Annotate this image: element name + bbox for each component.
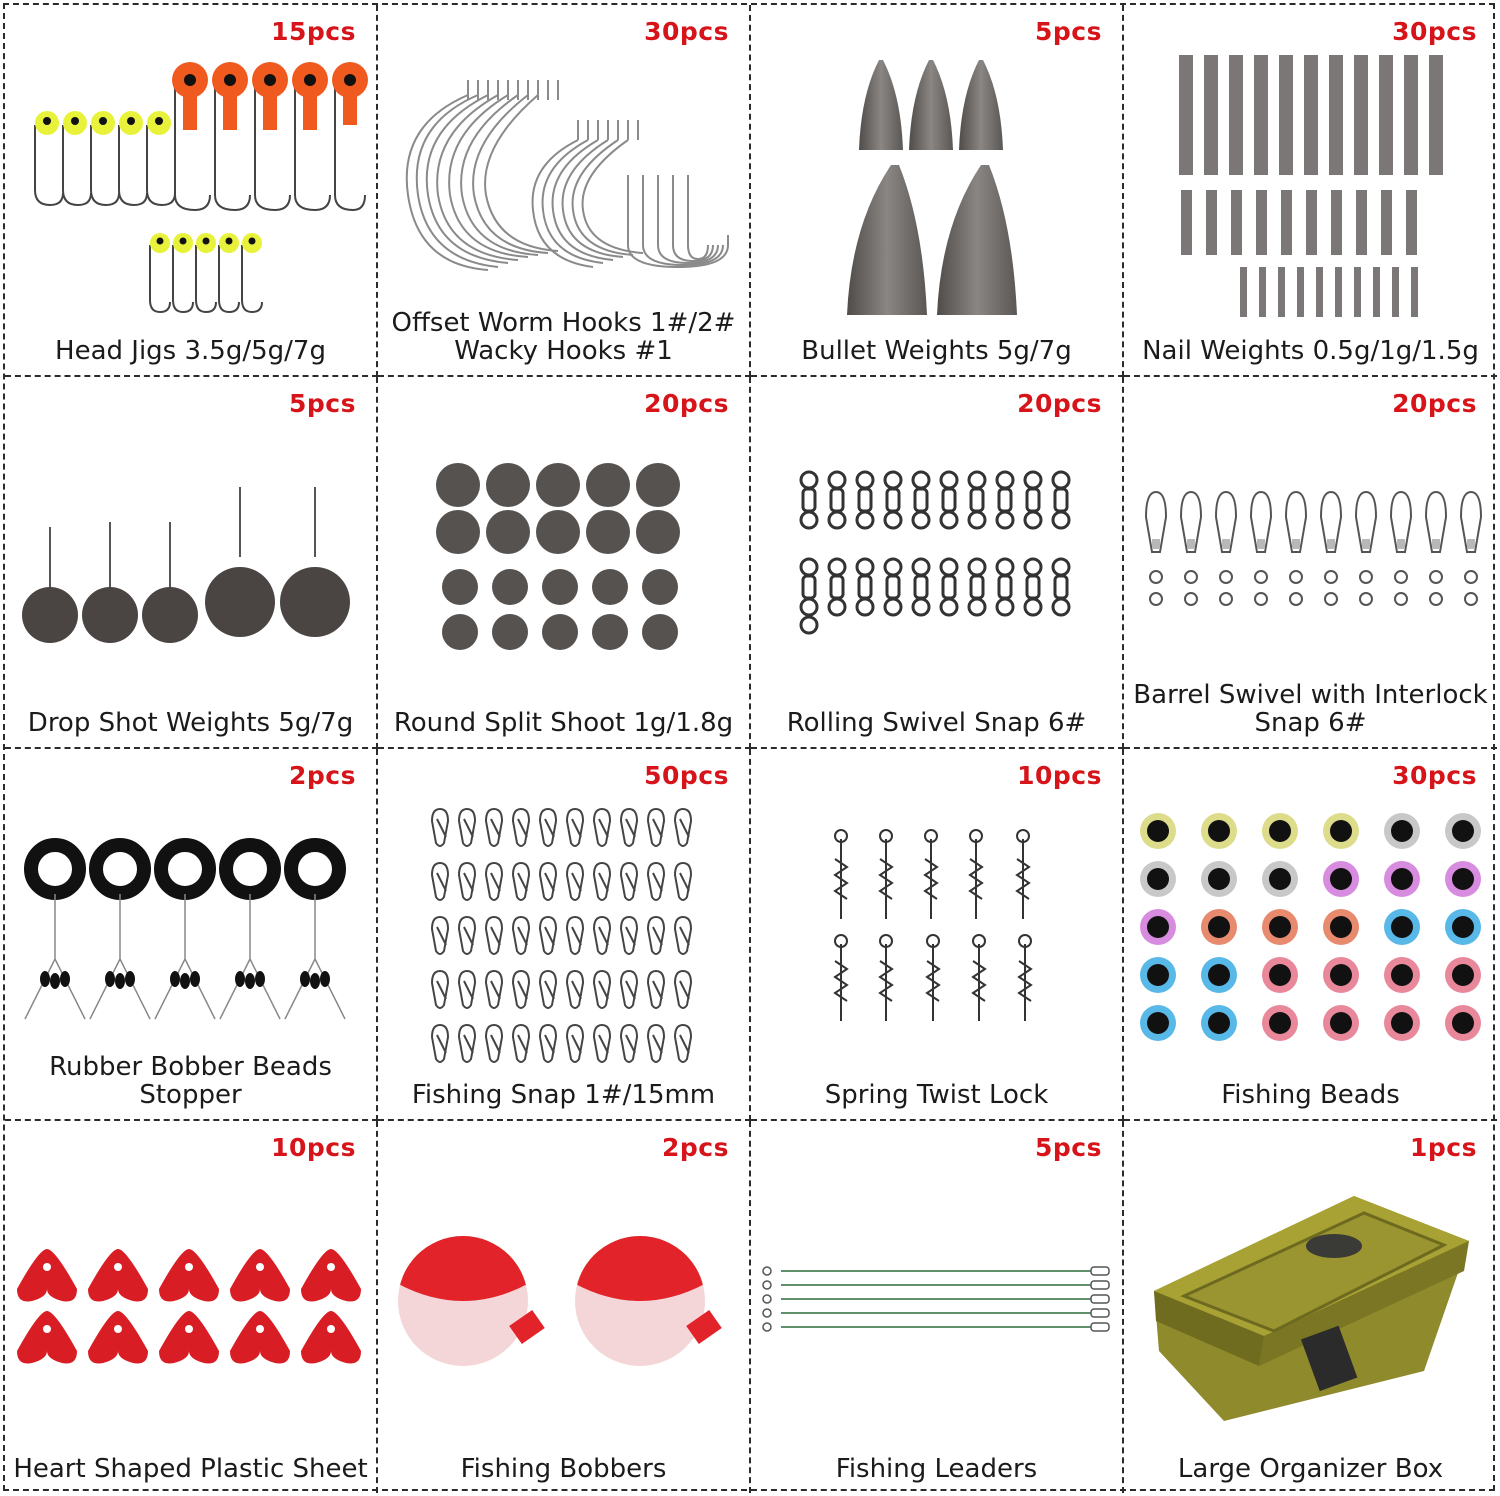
item-offset-worm-hooks <box>378 5 751 377</box>
item-label: Large Organizer Box <box>1177 1454 1444 1484</box>
fishing-snap-image <box>378 749 747 1119</box>
item-count: 10pcs <box>271 1133 356 1162</box>
bullet-weights-image <box>751 5 1120 375</box>
item-label: Barrel Swivel with Interlock Snap 6# <box>1133 680 1488 738</box>
item-drop-shot-weights <box>5 377 378 749</box>
head-jigs-image <box>5 5 374 375</box>
nail-weights-image <box>1124 5 1493 375</box>
item-count: 30pcs <box>1392 17 1477 46</box>
item-bobber-stopper <box>5 749 378 1121</box>
item-fishing-snap <box>378 749 751 1121</box>
item-nail-weights <box>1124 5 1497 377</box>
fishing-beads-image <box>1124 749 1493 1119</box>
item-label: Fishing Leaders <box>835 1454 1038 1484</box>
item-count: 5pcs <box>289 389 356 418</box>
organizer-box-image <box>1124 1121 1493 1491</box>
item-count: 2pcs <box>662 1133 729 1162</box>
item-heart-plastic-sheet <box>5 1121 378 1493</box>
item-label: Fishing Bobbers <box>460 1454 667 1484</box>
item-round-split-shoot <box>378 377 751 749</box>
item-fishing-bobbers <box>378 1121 751 1493</box>
item-bullet-weights <box>751 5 1124 377</box>
fishing-bobbers-image <box>378 1121 747 1491</box>
item-label: Heart Shaped Plastic Sheet <box>13 1454 368 1484</box>
item-count: 5pcs <box>1035 17 1102 46</box>
rolling-swivel-image <box>751 377 1120 747</box>
item-count: 5pcs <box>1035 1133 1102 1162</box>
item-label: Nail Weights 0.5g/1g/1.5g <box>1142 336 1479 366</box>
drop-shot-weights-image <box>5 377 374 747</box>
item-spring-twist-lock <box>751 749 1124 1121</box>
item-count: 20pcs <box>644 389 729 418</box>
item-count: 15pcs <box>271 17 356 46</box>
item-label: Round Split Shoot 1g/1.8g <box>393 708 734 738</box>
item-label: Drop Shot Weights 5g/7g <box>27 708 354 738</box>
item-count: 2pcs <box>289 761 356 790</box>
item-fishing-beads <box>1124 749 1497 1121</box>
product-grid <box>3 3 1495 1491</box>
item-count: 30pcs <box>1392 761 1477 790</box>
item-count: 1pcs <box>1410 1133 1477 1162</box>
item-label: Fishing Snap 1#/15mm <box>411 1080 716 1110</box>
item-fishing-leaders <box>751 1121 1124 1493</box>
item-count: 10pcs <box>1017 761 1102 790</box>
item-label: Head Jigs 3.5g/5g/7g <box>55 336 326 366</box>
item-label: Offset Worm Hooks 1#/2# Wacky Hooks #1 <box>391 308 736 366</box>
heart-sheet-image <box>5 1121 374 1491</box>
item-label: Rolling Swivel Snap 6# <box>786 708 1087 738</box>
item-label: Bullet Weights 5g/7g <box>801 336 1072 366</box>
item-barrel-swivel <box>1124 377 1497 749</box>
item-label: Spring Twist Lock <box>824 1080 1049 1110</box>
item-head-jigs <box>5 5 378 377</box>
item-count: 50pcs <box>644 761 729 790</box>
item-count: 20pcs <box>1017 389 1102 418</box>
item-organizer-box <box>1124 1121 1497 1493</box>
fishing-leaders-image <box>751 1121 1120 1491</box>
item-label: Fishing Beads <box>1221 1080 1400 1110</box>
item-rolling-swivel <box>751 377 1124 749</box>
spring-twist-lock-image <box>751 749 1120 1119</box>
item-count: 30pcs <box>644 17 729 46</box>
item-count: 20pcs <box>1392 389 1477 418</box>
split-shoot-image <box>378 377 747 747</box>
item-label: Rubber Bobber Beads Stopper <box>49 1052 332 1110</box>
